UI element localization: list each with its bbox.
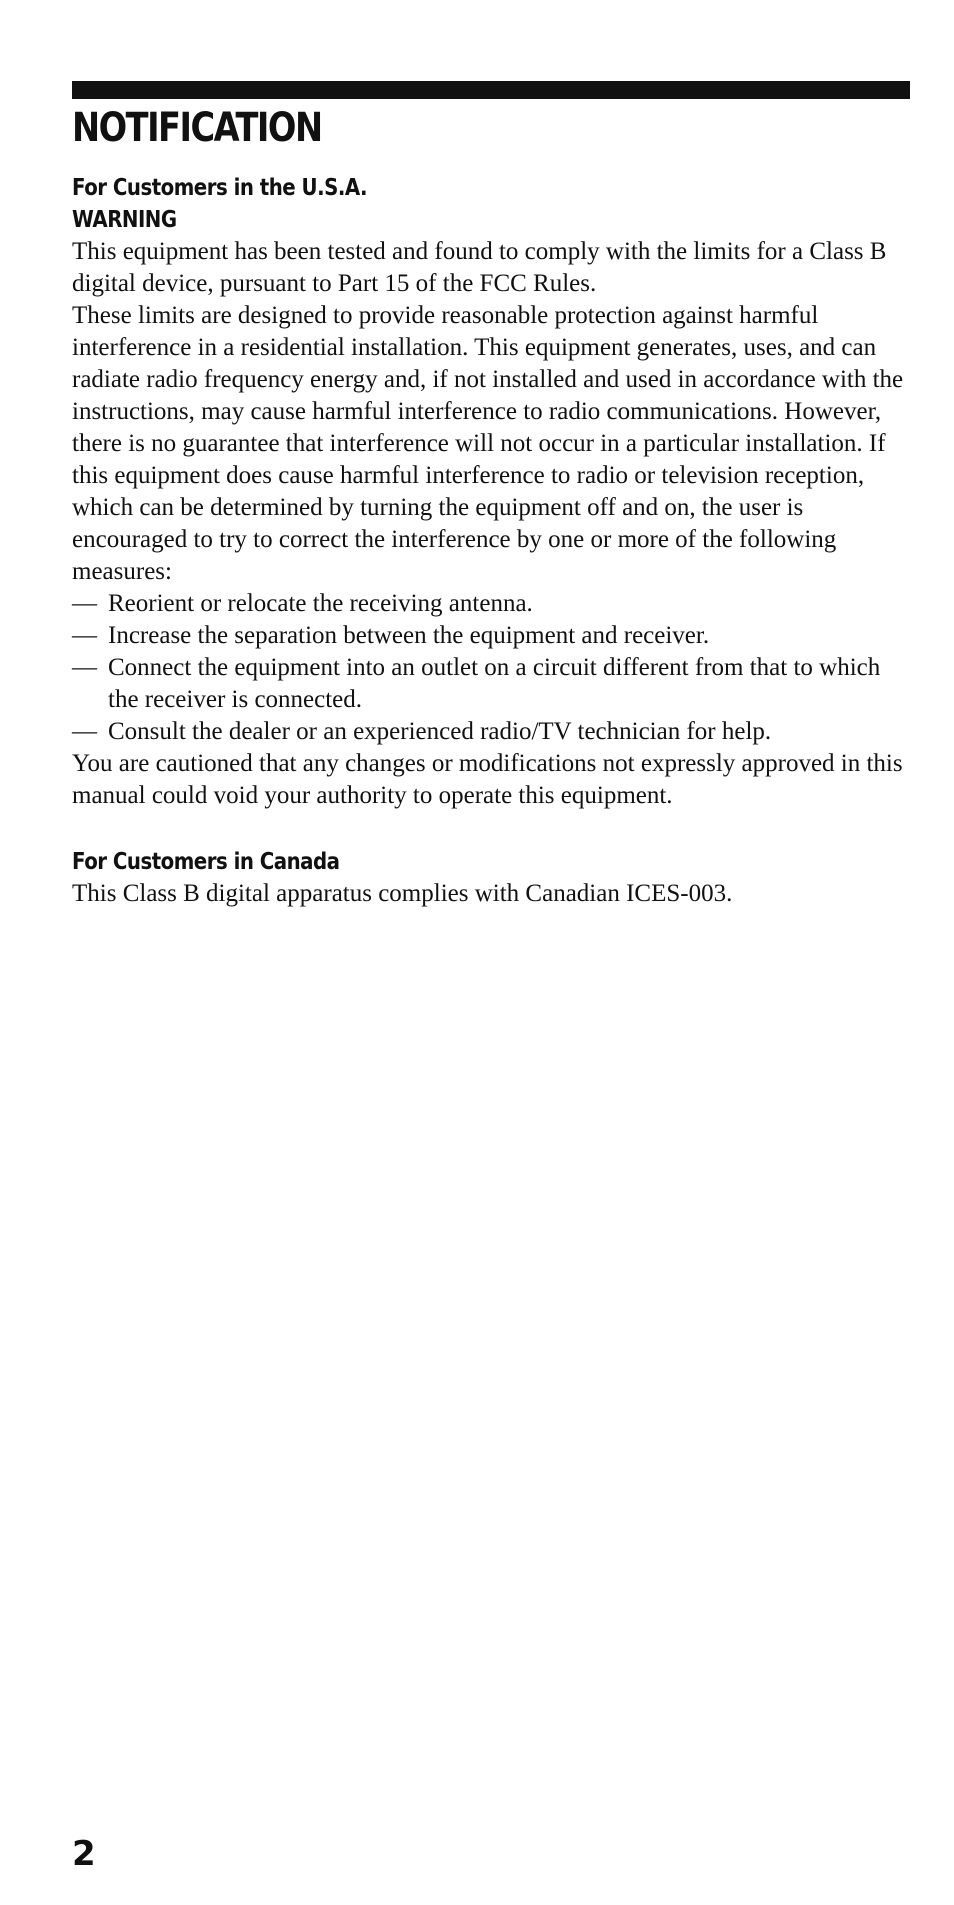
- caution-text: You are cautioned that any changes or modifications not expressly approved in this manual could void your authority to operate this equipment.: [72, 750, 903, 809]
- measures-list: [72, 588, 910, 748]
- manual-page: [72, 0, 910, 1905]
- interference-text: These limits are designed to provide reasonable protection against harmful interference in a residential installation. This equipment generates, uses, and can radiate radio frequency energy and, if not installed and used in accordance with the instructions, may cause harmful interference to radio communications. However, there is no guarantee that interference will not occur in a particular installation. If this equipment does cause harmful interference to radio or television reception, which can be determined by turning the equipment off and on, the user is encouraged to try to correct the interference by one or more of the following measures:: [72, 302, 904, 585]
- dash-bullet: —: [72, 622, 97, 649]
- page-number: 2: [72, 1834, 96, 1874]
- measure-text: Reorient or relocate the receiving antenna.: [108, 590, 533, 617]
- canada-heading: For Customers in Canada: [72, 849, 340, 875]
- usa-section: [72, 172, 910, 812]
- notification-content: [72, 172, 910, 910]
- usa-heading: For Customers in the U.S.A.: [72, 175, 367, 201]
- dash-bullet: —: [72, 718, 97, 745]
- list-item: [72, 588, 910, 620]
- measure-text: Increase the separation between the equipment and receiver.: [108, 622, 710, 649]
- fcc-compliance-text: This equipment has been tested and found to comply with the limits for a Class B digital device, pursuant to Part 15 of the FCC Rules.: [72, 238, 887, 297]
- section-rule: [72, 81, 910, 99]
- measure-text: Connect the equipment into an outlet on a circuit different from that to which the receiver is connected.: [108, 654, 881, 713]
- dash-bullet: —: [72, 590, 97, 617]
- measure-text: Consult the dealer or an experienced radio/TV technician for help.: [108, 718, 772, 745]
- list-item: [72, 652, 910, 716]
- section-spacer: [72, 812, 910, 846]
- page-title: NOTIFICATION: [72, 105, 322, 151]
- canada-section: [72, 846, 910, 910]
- dash-bullet: —: [72, 654, 97, 681]
- warning-label: WARNING: [72, 207, 177, 233]
- list-item: [72, 620, 910, 652]
- canada-compliance-text: This Class B digital apparatus complies with Canadian ICES-003.: [72, 880, 733, 907]
- list-item: [72, 716, 910, 748]
